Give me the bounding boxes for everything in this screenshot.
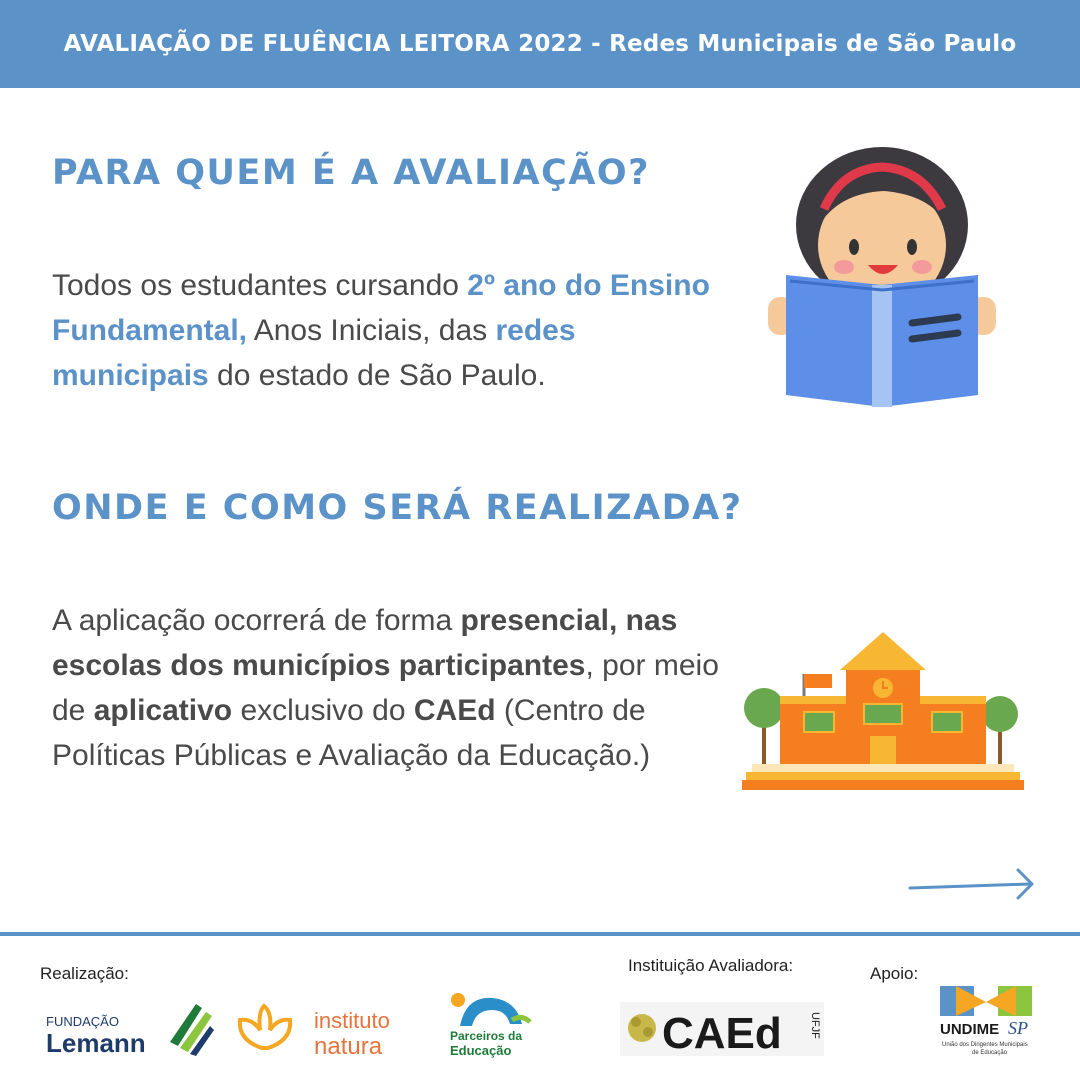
section-title-where-how: ONDE E COMO SERÁ REALIZADA?	[52, 488, 743, 528]
text-span: Todos os estudantes cursando	[52, 269, 468, 302]
text-span: , por meio de	[52, 649, 719, 727]
parceiros-text-1: Parceiros da	[450, 1029, 523, 1043]
parceiros-text-2: Educação	[450, 1043, 512, 1058]
fundacao-lemann-logo	[46, 998, 216, 1058]
bold-caed: CAEd	[413, 694, 496, 727]
lemann-big-text: Lemann	[46, 1028, 146, 1058]
caed-sub-text: UFJF	[809, 1012, 821, 1039]
text-span: exclusivo do	[232, 694, 414, 727]
highlight-networks: redes municipais	[52, 314, 576, 392]
text-span: (Centro de Políticas Públicas e Avaliação da Educação.)	[52, 694, 651, 772]
natura-text-2: natura	[314, 1033, 383, 1058]
undime-sub-text-1: União dos Dirigentes Municipais	[942, 1042, 1028, 1048]
natura-text-1: instituto	[314, 1008, 390, 1033]
caed-ufjf-logo	[620, 1002, 824, 1056]
realizacao-label: Realização:	[40, 964, 129, 983]
section-text-who	[52, 263, 732, 398]
undime-text: UNDIME	[940, 1021, 1000, 1038]
bold-in-person: presencial, nas escolas dos municípios participantes	[52, 604, 678, 682]
page-title: AVALIAÇÃO DE FLUÊNCIA LEITORA 2022 - Redes Municipais de São Paulo	[63, 31, 1017, 57]
undime-sp-text: SP	[1008, 1018, 1028, 1038]
parceiros-da-educacao-logo	[446, 990, 536, 1060]
undime-sp-logo	[936, 986, 1036, 1058]
arrow-right-icon[interactable]	[906, 866, 1038, 906]
instituto-natura-logo	[234, 1000, 416, 1058]
section-text-where-how	[52, 598, 742, 778]
school-building-icon	[742, 628, 1024, 803]
lemann-small-text: FUNDAÇÃO	[46, 1014, 119, 1029]
undime-sub-text-2: de Educação	[972, 1050, 1008, 1056]
highlight-grade: 2º ano do Ensino Fundamental,	[52, 269, 710, 347]
text-span: do estado de São Paulo.	[208, 359, 546, 392]
girl-reading-book-icon	[762, 145, 1002, 410]
section-title-who: PARA QUEM É A AVALIAÇÃO?	[52, 153, 650, 193]
instituicao-label: Instituição Avaliadora:	[628, 956, 794, 975]
header-bar	[0, 0, 1080, 88]
caed-text: CAEd	[662, 1009, 782, 1056]
text-span: Anos Iniciais, das	[247, 314, 496, 347]
bold-app: aplicativo	[93, 694, 233, 727]
text-span: A aplicação ocorrerá de forma	[52, 604, 461, 637]
apoio-label: Apoio:	[870, 964, 919, 983]
footer-divider	[0, 932, 1080, 936]
